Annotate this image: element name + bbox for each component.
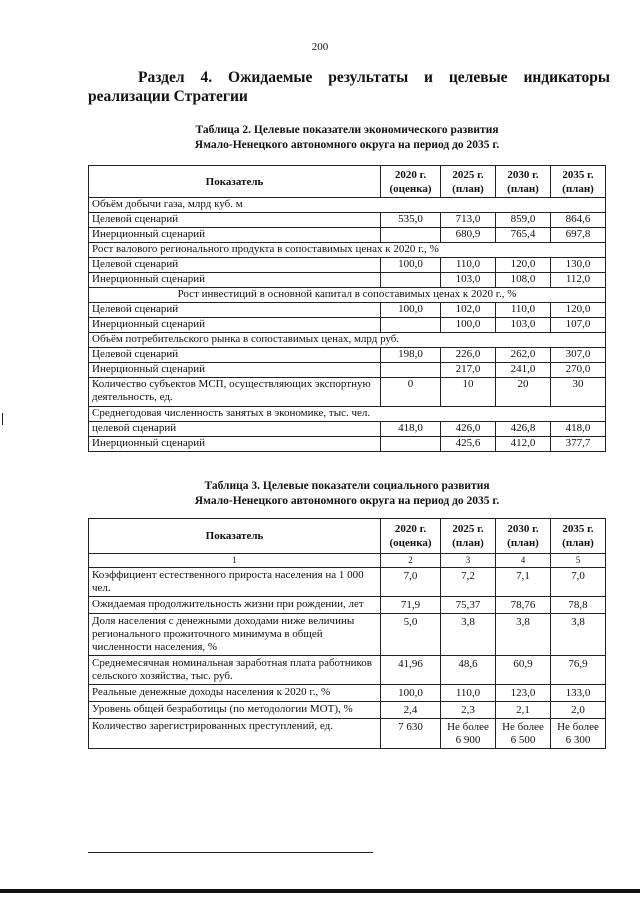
table-row <box>89 437 606 452</box>
page-number: 200 <box>311 41 329 53</box>
value-cell: 2,0 <box>551 702 606 719</box>
value-cell: 71,9 <box>381 597 441 614</box>
value-cell: 2,4 <box>381 702 441 719</box>
table3-caption-line1: Таблица 3. Целевые показатели социального развития <box>204 480 490 492</box>
column-header: Показатель <box>89 166 381 198</box>
table-row <box>89 228 606 243</box>
social-indicators-table <box>88 518 606 749</box>
section-label: Среднегодовая численность занятых в экономике, тыс. чел. <box>89 407 606 422</box>
scan-edge-mark <box>2 413 3 425</box>
economic-indicators-table <box>88 165 606 452</box>
table3-caption <box>92 479 602 509</box>
column-header: 2035 г. (план) <box>551 519 606 554</box>
table2-caption-line1: Таблица 2. Целевые показатели экономического развития <box>195 124 499 136</box>
row-label: Инерционный сценарий <box>89 363 381 378</box>
row-label: Реальные денежные доходы населения к 2020 г., % <box>89 685 381 702</box>
section-label: Рост инвестиций в основной капитал в сопоставимых ценах к 2020 г., % <box>89 288 606 303</box>
value-cell: 377,7 <box>551 437 606 452</box>
section-label: Объём добычи газа, млрд куб. м <box>89 198 606 213</box>
value-cell: 425,6 <box>441 437 496 452</box>
row-label: Количество зарегистрированных преступлений, ед. <box>89 719 381 749</box>
row-label: Инерционный сценарий <box>89 273 381 288</box>
heading-word: Ожидаемые <box>227 69 313 86</box>
value-cell <box>381 363 441 378</box>
table-section-row <box>89 288 606 303</box>
row-label: Ожидаемая продолжительность жизни при рождении, лет <box>89 597 381 614</box>
table-row <box>89 685 606 702</box>
row-label: Инерционный сценарий <box>89 318 381 333</box>
value-cell: 100,0 <box>441 318 496 333</box>
column-header: 2035 г. (план) <box>551 166 606 198</box>
value-cell: 76,9 <box>551 656 606 685</box>
table-row <box>89 719 606 749</box>
row-label: Инерционный сценарий <box>89 437 381 452</box>
value-cell: 535,0 <box>381 213 441 228</box>
heading-word: 4. <box>200 69 213 86</box>
value-cell: 41,96 <box>381 656 441 685</box>
row-label: Среднемесячная номинальная заработная плата работников сельского хозяйства, тыс. руб. <box>89 656 381 685</box>
value-cell: 133,0 <box>551 685 606 702</box>
value-cell <box>381 437 441 452</box>
table-row <box>89 348 606 363</box>
column-index: 3 <box>441 554 496 568</box>
value-cell <box>381 318 441 333</box>
column-header: 2030 г. (план) <box>496 519 551 554</box>
value-cell: 123,0 <box>496 685 551 702</box>
row-label: Целевой сценарий <box>89 213 381 228</box>
column-index: 2 <box>381 554 441 568</box>
value-cell: Не более 6 300 <box>551 719 606 749</box>
row-label: Целевой сценарий <box>89 303 381 318</box>
value-cell <box>381 273 441 288</box>
value-cell: 78,76 <box>496 597 551 614</box>
value-cell: 7,1 <box>496 568 551 597</box>
value-cell: 100,0 <box>381 258 441 273</box>
column-header: 2025 г. (план) <box>441 166 496 198</box>
value-cell: 7,0 <box>551 568 606 597</box>
value-cell: 60,9 <box>496 656 551 685</box>
value-cell: 426,8 <box>496 422 551 437</box>
value-cell: 2,1 <box>496 702 551 719</box>
table2-header-row <box>89 166 606 198</box>
table-section-row <box>89 333 606 348</box>
value-cell: 418,0 <box>381 422 441 437</box>
value-cell: 100,0 <box>381 685 441 702</box>
value-cell: 130,0 <box>551 258 606 273</box>
value-cell: 412,0 <box>496 437 551 452</box>
section-heading-line1 <box>88 68 610 87</box>
table-row <box>89 273 606 288</box>
column-index: 5 <box>551 554 606 568</box>
column-index-row <box>89 554 606 568</box>
value-cell: Не более 6 900 <box>441 719 496 749</box>
heading-word: результаты <box>328 69 409 86</box>
value-cell: 859,0 <box>496 213 551 228</box>
row-label: Целевой сценарий <box>89 258 381 273</box>
value-cell: 418,0 <box>551 422 606 437</box>
value-cell: 697,8 <box>551 228 606 243</box>
value-cell: 110,0 <box>441 258 496 273</box>
table-row <box>89 318 606 333</box>
value-cell: 3,8 <box>441 614 496 656</box>
table-section-row <box>89 407 606 422</box>
signature-rule <box>88 852 373 853</box>
value-cell: 7,2 <box>441 568 496 597</box>
column-header: 2020 г. (оценка) <box>381 519 441 554</box>
value-cell: 78,8 <box>551 597 606 614</box>
table2-caption-line2: Ямало-Ненецкого автономного округа на период до 2035 г. <box>194 139 500 151</box>
heading-word: Раздел <box>138 69 185 86</box>
value-cell: 226,0 <box>441 348 496 363</box>
value-cell: 864,6 <box>551 213 606 228</box>
table-row <box>89 213 606 228</box>
table2-caption <box>92 123 602 153</box>
value-cell: 680,9 <box>441 228 496 243</box>
value-cell: 20 <box>496 378 551 407</box>
value-cell: 3,8 <box>496 614 551 656</box>
value-cell: 713,0 <box>441 213 496 228</box>
table-row <box>89 568 606 597</box>
value-cell: 3,8 <box>551 614 606 656</box>
value-cell: 765,4 <box>496 228 551 243</box>
heading-word: целевые <box>448 69 508 86</box>
table-row <box>89 422 606 437</box>
table-row <box>89 702 606 719</box>
section-label: Рост валового регионального продукта в сопоставимых ценах к 2020 г., % <box>89 243 606 258</box>
row-label: Инерционный сценарий <box>89 228 381 243</box>
table-section-row <box>89 198 606 213</box>
value-cell: 0 <box>381 378 441 407</box>
table-row <box>89 258 606 273</box>
heading-word: и <box>424 69 433 86</box>
table3-caption-line2: Ямало-Ненецкого автономного округа на период до 2035 г. <box>194 495 500 507</box>
value-cell: 108,0 <box>496 273 551 288</box>
value-cell: 103,0 <box>441 273 496 288</box>
page-bottom-border <box>0 889 640 893</box>
value-cell: Не более 6 500 <box>496 719 551 749</box>
column-index: 4 <box>496 554 551 568</box>
value-cell: 75,37 <box>441 597 496 614</box>
column-header: 2025 г. (план) <box>441 519 496 554</box>
row-label: Уровень общей безработицы (по методологии МОТ), % <box>89 702 381 719</box>
column-index: 1 <box>89 554 381 568</box>
row-label: Коэффициент естественного прироста населения на 1 000 чел. <box>89 568 381 597</box>
value-cell: 217,0 <box>441 363 496 378</box>
column-header: 2030 г. (план) <box>496 166 551 198</box>
table-row <box>89 378 606 407</box>
value-cell: 262,0 <box>496 348 551 363</box>
section-heading-line2: реализации Стратегии <box>88 88 248 105</box>
value-cell: 30 <box>551 378 606 407</box>
value-cell: 110,0 <box>496 303 551 318</box>
value-cell: 103,0 <box>496 318 551 333</box>
table-row <box>89 614 606 656</box>
value-cell: 241,0 <box>496 363 551 378</box>
row-label: Целевой сценарий <box>89 348 381 363</box>
row-label: Количество субъектов МСП, осуществляющих экспортную деятельность, ед. <box>89 378 381 407</box>
row-label: целевой сценарий <box>89 422 381 437</box>
value-cell: 120,0 <box>551 303 606 318</box>
value-cell: 270,0 <box>551 363 606 378</box>
value-cell: 48,6 <box>441 656 496 685</box>
column-header: Показатель <box>89 519 381 554</box>
value-cell <box>381 228 441 243</box>
value-cell: 120,0 <box>496 258 551 273</box>
value-cell: 112,0 <box>551 273 606 288</box>
section-label: Объём потребительского рынка в сопоставимых ценах, млрд руб. <box>89 333 606 348</box>
value-cell: 100,0 <box>381 303 441 318</box>
value-cell: 426,0 <box>441 422 496 437</box>
value-cell: 198,0 <box>381 348 441 363</box>
table-row <box>89 597 606 614</box>
table-row <box>89 363 606 378</box>
section-heading <box>88 68 610 106</box>
value-cell: 2,3 <box>441 702 496 719</box>
value-cell: 5,0 <box>381 614 441 656</box>
value-cell: 107,0 <box>551 318 606 333</box>
value-cell: 110,0 <box>441 685 496 702</box>
table-row <box>89 303 606 318</box>
table-section-row <box>89 243 606 258</box>
value-cell: 7,0 <box>381 568 441 597</box>
value-cell: 307,0 <box>551 348 606 363</box>
value-cell: 7 630 <box>381 719 441 749</box>
value-cell: 102,0 <box>441 303 496 318</box>
heading-word: индикаторы <box>523 69 610 86</box>
value-cell: 10 <box>441 378 496 407</box>
row-label: Доля населения с денежными доходами ниже величины регионального прожиточного минимума в общей численности населения, % <box>89 614 381 656</box>
table3-header-row <box>89 519 606 554</box>
column-header: 2020 г. (оценка) <box>381 166 441 198</box>
table-row <box>89 656 606 685</box>
